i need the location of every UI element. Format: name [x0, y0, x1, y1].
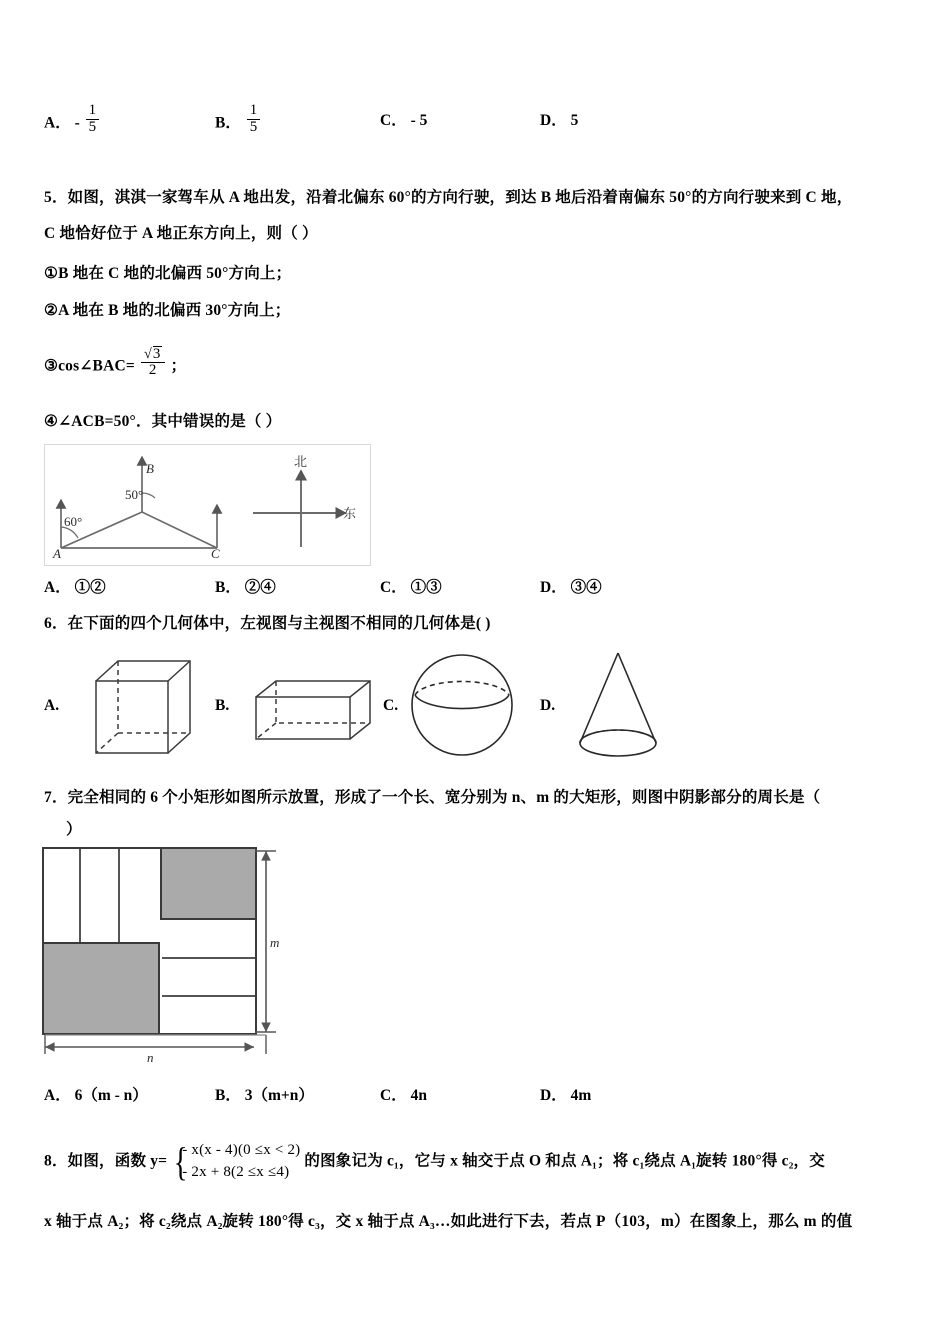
q5-vertex-label-b: B [146, 461, 154, 476]
q8-line-2: x 轴于点 A₂；将 c₂绕点 A₂旋转 180°得 c₃，交 x 轴于点 A₃…如此进行下去，若点 P（103，m）在图象上，那么 m 的值 [44, 1213, 853, 1230]
sphere-icon [408, 647, 518, 762]
q4-option-c-label: C． [380, 112, 407, 129]
q4-option-b-denominator: 5 [247, 119, 261, 136]
q5-vertex-label-a: A [53, 546, 61, 561]
q4-option-a-denominator: 5 [86, 119, 100, 136]
q5-angle-label-b: 50° [125, 487, 144, 502]
q5-item-3-fraction [141, 345, 165, 379]
q7-option-c-label: C． [380, 1087, 407, 1104]
q7-option-d-label: D． [540, 1087, 567, 1104]
q4-option-a[interactable] [44, 101, 101, 141]
q5-item-3 [44, 345, 187, 384]
q5-options-row [0, 575, 950, 609]
q8-mid-text: 的图象记为 c₁，它与 x 轴交于点 O 和点 A₁；将 c₁绕点 A₁旋转 180°得 c₂，交 [304, 1152, 825, 1170]
q7-option-b-label: B． [215, 1087, 241, 1104]
compass-north-label: 北 [294, 455, 308, 470]
q4-option-a-sign: - [74, 114, 80, 132]
q5-item-4: ④∠ACB=50°．其中错误的是（ ） [44, 413, 282, 430]
q4-option-c-value: - 5 [410, 112, 428, 129]
q7-option-c-value: 4n [410, 1087, 427, 1104]
q6-line-1: 6．在下面的四个几何体中，左视图与主视图不相同的几何体是( ) [44, 615, 491, 632]
q5-item-3-prefix: ③cos∠BAC= [44, 357, 135, 375]
q5-option-c[interactable] [380, 575, 442, 597]
q5-option-b[interactable] [215, 575, 276, 597]
q5-option-b-value: ②④ [244, 579, 276, 596]
triangle-abc [61, 512, 217, 548]
q4-option-a-numerator: 1 [88, 101, 97, 118]
q5-item-1: ①B 地在 C 地的北偏西 50°方向上； [44, 265, 292, 282]
q4-option-b-fraction [247, 103, 261, 136]
q8-piece-2: - 2x + 8(2 ≤x ≤4) [182, 1163, 290, 1180]
cube-icon [80, 653, 195, 761]
q7-option-a-value: 6（m - n） [74, 1087, 148, 1104]
q5-vertex-label-c: C [211, 546, 220, 561]
q7-option-a-label: A． [44, 1087, 71, 1104]
q5-line-2: C 地恰好位于 A 地正东方向上，则（ ） [44, 225, 318, 242]
q4-option-b-numerator: 1 [249, 101, 258, 118]
q5-figure [44, 444, 371, 566]
q4-option-d-label: D． [540, 112, 567, 129]
q7-line-2: ） [66, 821, 82, 838]
q7-option-b[interactable] [215, 1083, 314, 1105]
q5-option-d-label: D． [540, 579, 567, 596]
q4-option-c[interactable] [380, 108, 427, 130]
q4-option-d[interactable] [540, 108, 578, 130]
q8-piece-1: - x(x - 4)(0 ≤x < 2) [182, 1142, 301, 1158]
q7-option-d-value: 4m [570, 1087, 592, 1104]
q7-option-a[interactable] [44, 1083, 148, 1105]
q5-option-d[interactable] [540, 575, 602, 597]
q8-piecewise-function [171, 1140, 300, 1184]
q7-dimension-arrows [42, 847, 287, 1072]
q5-line-1: 5．如图，淇淇一家驾车从 A 地出发，沿着北偏东 60°的方向行驶，到达 B 地后沿着南偏东 50°的方向行驶来到 C 地， [44, 189, 853, 206]
q5-option-a-value: ①② [74, 579, 106, 596]
q7-option-d[interactable] [540, 1083, 591, 1105]
q4-option-a-fraction [86, 103, 100, 136]
q5-item-3-numerator [141, 345, 165, 362]
q5-figure-svg [45, 445, 368, 563]
q8-prefix: 8．如图，函数 y= [44, 1152, 168, 1170]
q5-option-c-label: C． [380, 579, 407, 596]
q4-option-b[interactable] [215, 101, 262, 141]
q6-option-d-label[interactable]: D. [540, 697, 556, 714]
q4-option-b-label: B． [215, 114, 241, 132]
q5-option-a-label: A． [44, 579, 71, 596]
cone-icon [568, 647, 668, 762]
q8-line-1 [44, 1140, 825, 1184]
q5-option-a[interactable] [44, 575, 106, 597]
q7-option-c[interactable] [380, 1083, 427, 1105]
q5-angle-label-a: 60° [64, 514, 83, 529]
angle-arc-b [142, 493, 155, 498]
q7-figure [42, 847, 287, 1072]
q4-option-a-label: A． [44, 114, 71, 132]
q4-option-d-value: 5 [570, 112, 579, 129]
q5-item-3-suffix: ； [170, 357, 187, 375]
q5-item-3-radicand: 3 [152, 345, 161, 362]
piecewise-brace-icon: { [173, 1138, 188, 1184]
q5-option-d-value: ③④ [570, 579, 602, 596]
q6-options-row [0, 645, 950, 765]
q6-option-c-label[interactable]: C. [383, 697, 399, 714]
q7-line-1: 7．完全相同的 6 个小矩形如图所示放置，形成了一个长、宽分别为 n、m 的大矩形，则图中阴影部分的周长是（ [44, 789, 821, 806]
q6-option-b-label[interactable]: B. [215, 697, 230, 714]
q7-option-b-value: 3（m+n） [244, 1087, 314, 1104]
q5-item-2: ②A 地在 B 地的北偏西 30°方向上； [44, 302, 291, 319]
q5-option-c-value: ①③ [410, 579, 442, 596]
q6-option-a-label[interactable]: A. [44, 697, 60, 714]
q7-height-label: m [270, 935, 280, 950]
q7-options-row [0, 1083, 950, 1117]
rectangular-prism-icon [248, 677, 373, 749]
radical-sign: √ [143, 346, 152, 362]
q7-width-label: n [147, 1050, 154, 1065]
q5-item-3-denominator: 2 [141, 362, 165, 379]
q4-options-row [0, 101, 950, 142]
compass-east-label: 东 [343, 507, 357, 522]
q5-option-b-label: B． [215, 579, 241, 596]
